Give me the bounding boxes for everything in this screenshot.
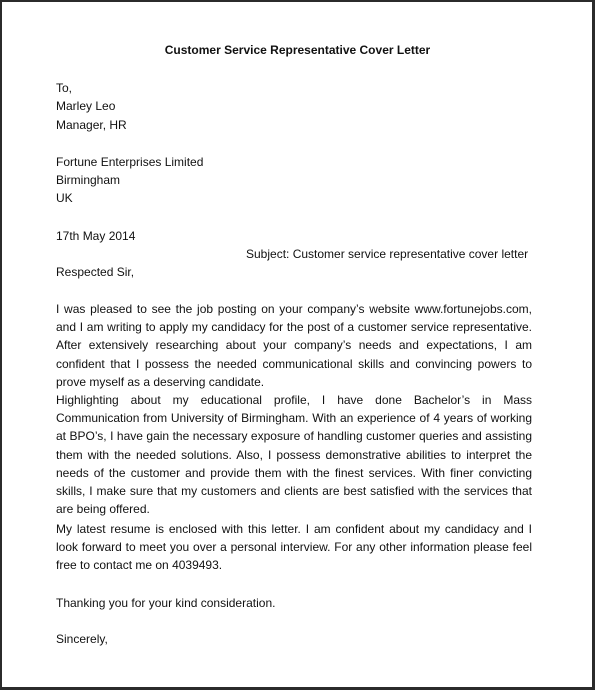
company-city: Birmingham — [56, 173, 121, 187]
paragraph-text: My latest resume is enclosed with this letter. I am confident about my candidacy and I look forward to meet you over a personal interview. For any other information please feel free to contact me on 4039493. — [56, 522, 532, 573]
recipient-to: To, — [56, 81, 73, 95]
letter-subject: Subject: Customer service representative cover letter — [246, 247, 529, 261]
recipient-name: Marley Leo — [56, 99, 116, 113]
company-country: UK — [56, 191, 73, 205]
letter-greeting: Respected Sir, — [56, 265, 135, 279]
letter-date: 17th May 2014 — [56, 229, 136, 243]
paragraph-text: Thanking you for your kind consideration. — [56, 596, 276, 610]
body-paragraph-1 — [56, 300, 532, 391]
letter-closing: Sincerely, — [56, 632, 108, 646]
paragraph-text: Highlighting about my educational profile, I have done Bachelor’s in Mass Communication from University of Birmingham. With an experience of 4 years of working at BPO’s, I have gain the necessary exposure of handling customer queries and assisting them with the needed solutions. Also, I possess demonstrative abilities to interpret the needs of the customer and provide them with the finest services. With finer convicting skills, I make sure that my customers and clients are best satisfied with the services that are being offered. — [56, 393, 532, 517]
document-title: Customer Service Representative Cover Letter — [164, 43, 431, 57]
body-paragraph-2 — [56, 391, 532, 518]
paragraph-text: I was pleased to see the job posting on your company’s website www.fortunejobs.com, and I am writing to apply my candidacy for the post of a customer service representative. After extensively researching about your company’s needs and expectations, I am confident that I possess the needed communicational skills and convincing powers to prove myself as a deserving candidate. — [56, 302, 532, 389]
recipient-role: Manager, HR — [56, 118, 127, 132]
body-paragraph-3 — [56, 520, 532, 575]
company-name: Fortune Enterprises Limited — [56, 155, 204, 169]
body-paragraph-4 — [56, 594, 532, 612]
